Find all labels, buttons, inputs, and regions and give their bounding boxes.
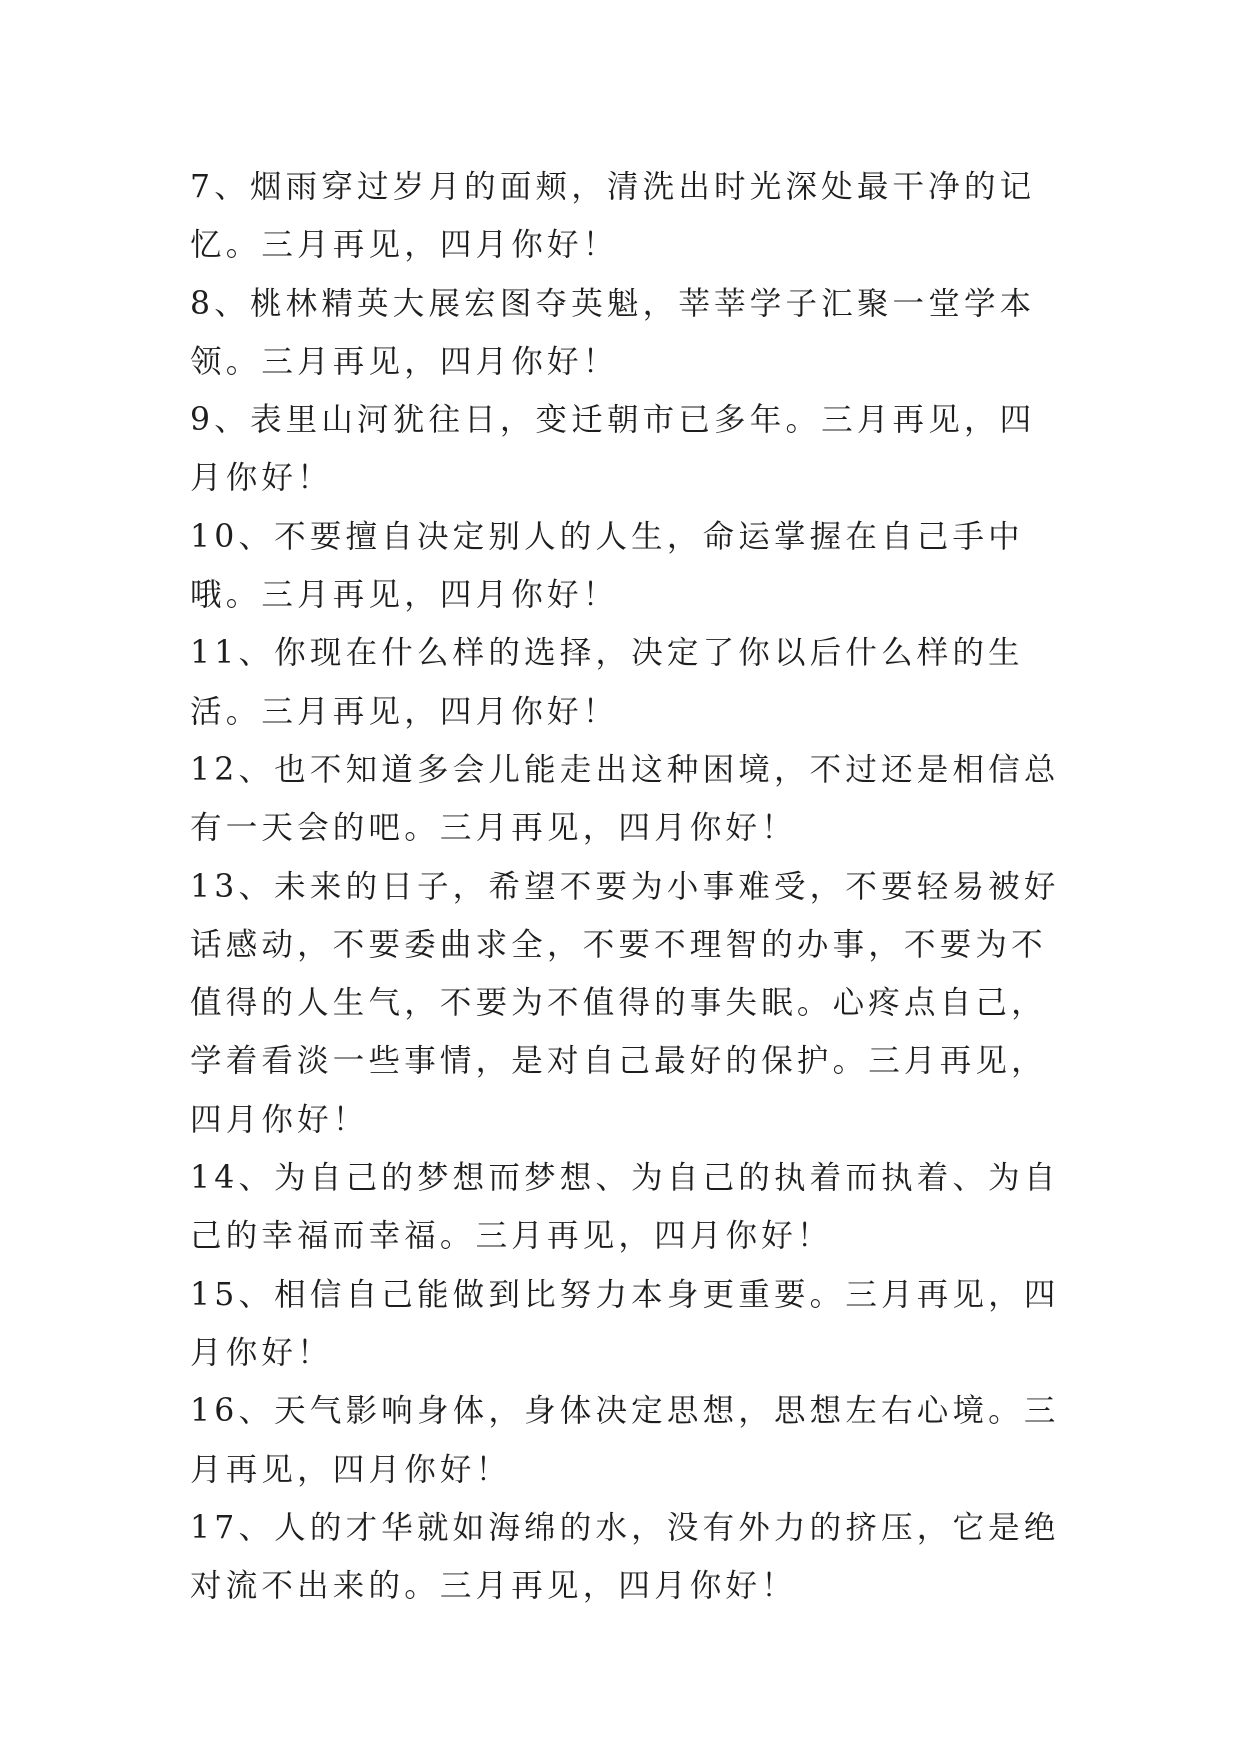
paragraph-11: 11、你现在什么样的选择，决定了你以后什么样的生活。三月再见，四月你好！ bbox=[190, 635, 1024, 730]
paragraph-9: 9、表里山河犹往日，变迁朝市已多年。三月再见，四月你好！ bbox=[190, 402, 1036, 497]
paragraph-15: 15、相信自己能做到比努力本身更重要。三月再见，四月你好！ bbox=[190, 1276, 1060, 1371]
paragraph-16: 16、天气影响身体，身体决定思想，思想左右心境。三月再见，四月你好！ bbox=[190, 1393, 1060, 1488]
paragraph-13: 13、未来的日子，希望不要为小事难受，不要轻易被好话感动，不要委曲求全，不要不理智的办事，不要为不值得的人生气，不要为不值得的事失眠。心疼点自己，学着看淡一些事情，是对自己最好的保护。三月再见，四月你好！ bbox=[190, 868, 1060, 1138]
document-body bbox=[190, 158, 1065, 1615]
paragraph-7: 7、烟雨穿过岁月的面颊，清洗出时光深处最干净的记忆。三月再见，四月你好！ bbox=[190, 169, 1036, 264]
paragraph-8: 8、桃林精英大展宏图夺英魁，莘莘学子汇聚一堂学本领。三月再见，四月你好！ bbox=[190, 285, 1036, 380]
paragraph-12: 12、也不知道多会儿能走出这种困境，不过还是相信总有一天会的吧。三月再见，四月你好！ bbox=[190, 751, 1060, 847]
paragraph-14: 14、为自己的梦想而梦想、为自己的执着而执着、为自己的幸福而幸福。三月再见，四月你好！ bbox=[190, 1160, 1060, 1255]
paragraph-10: 10、不要擅自决定别人的人生，命运掌握在自己手中哦。三月再见，四月你好！ bbox=[190, 518, 1024, 614]
paragraph-17: 17、人的才华就如海绵的水，没有外力的挤压，它是绝对流不出来的。三月再见，四月你好！ bbox=[190, 1509, 1060, 1605]
